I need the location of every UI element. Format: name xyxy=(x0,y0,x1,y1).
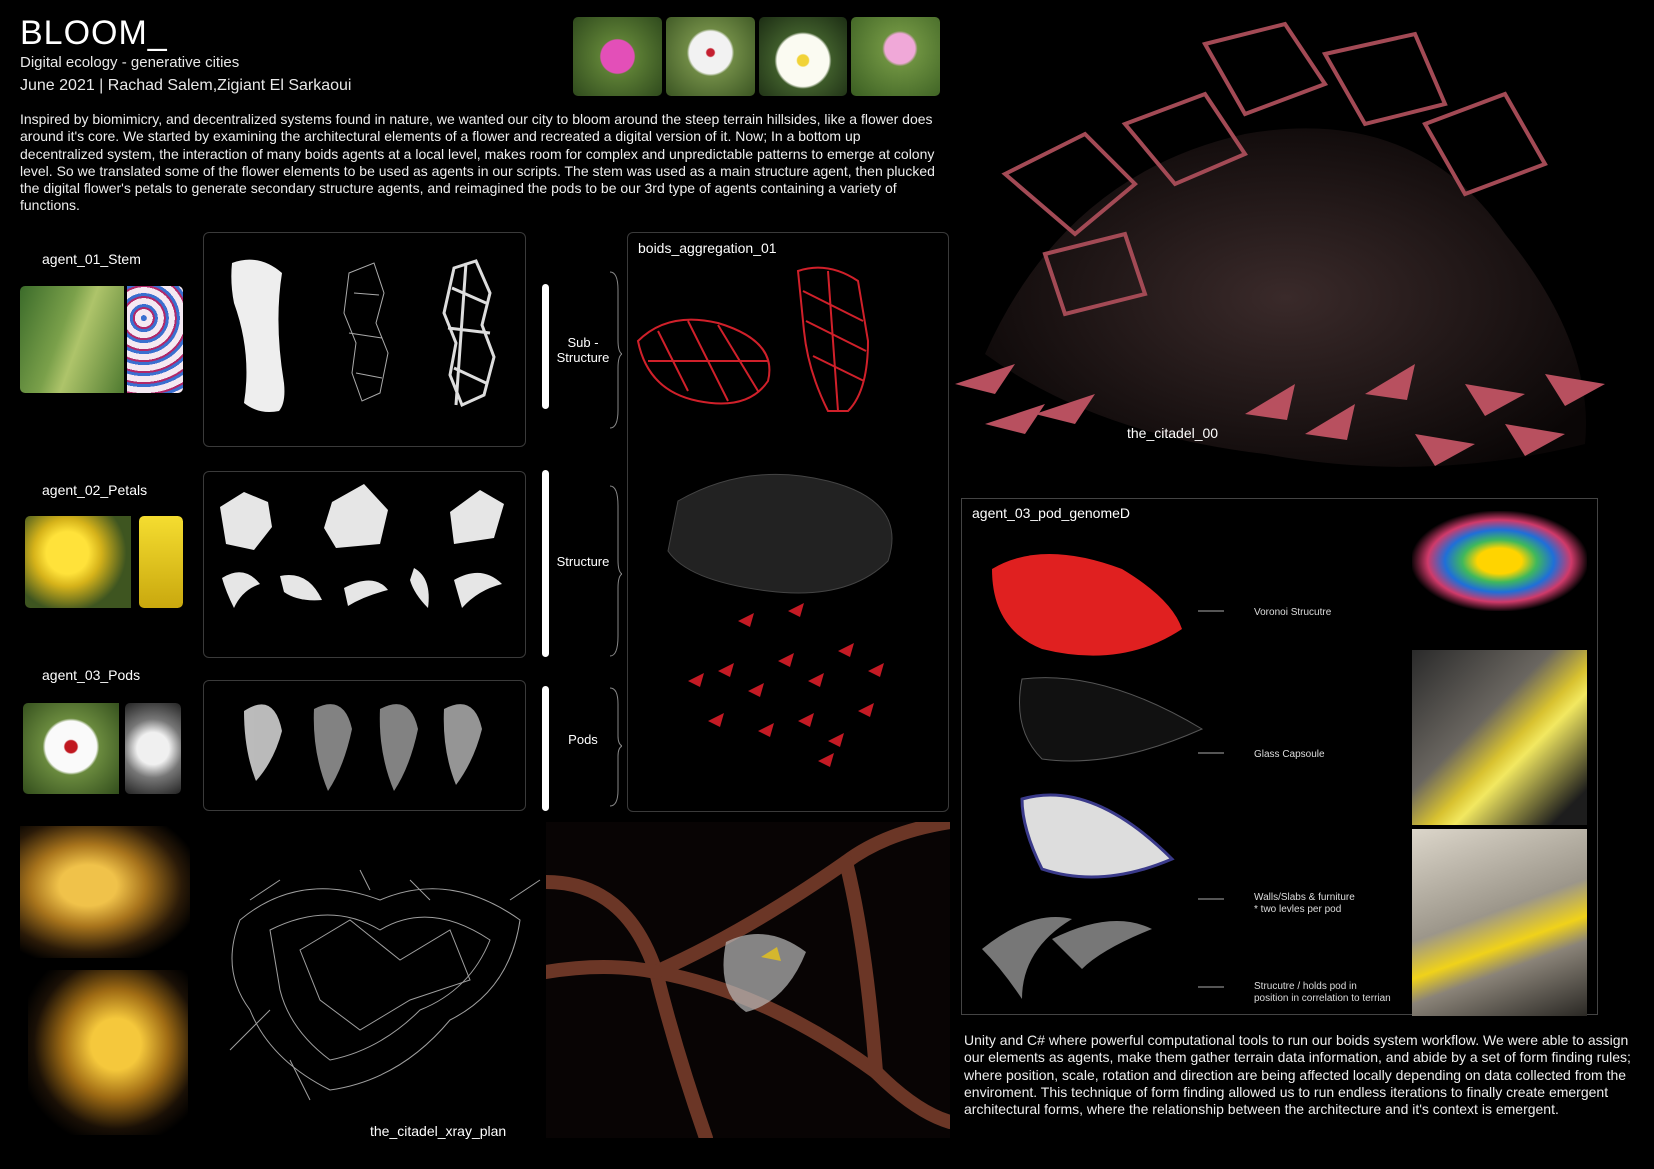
citadel-label: the_citadel_00 xyxy=(1127,425,1219,441)
pod-shape-3 xyxy=(380,704,418,791)
glass-capsule-shape xyxy=(1020,678,1203,761)
flower-photo-strip xyxy=(573,17,940,96)
page-credits: June 2021 | Rachad Salem,Zigiant El Sarkaoui xyxy=(20,77,352,94)
pod-item-structure: Strucutre / holds pod in position in correlation to terrian xyxy=(1254,981,1391,1004)
agent-label-pods: agent_03_Pods xyxy=(42,667,141,683)
agent-ab-render-1 xyxy=(20,826,190,958)
citadel-xray-plan xyxy=(210,860,550,1110)
curly-braces xyxy=(608,270,622,830)
pod-item-voronoi: Voronoi Strucutre xyxy=(1254,607,1332,618)
holding-structure-shape xyxy=(982,917,1152,999)
bracket-label-structure: Structure xyxy=(556,554,610,569)
flower-photo-geranium xyxy=(573,17,662,96)
citadel-aerial-render xyxy=(546,822,950,1138)
boids-pods-cluster xyxy=(688,603,884,767)
agent-label-stem: agent_01_Stem xyxy=(42,251,141,267)
petal-rose-2 xyxy=(324,484,388,548)
flower-photo-white-lily xyxy=(666,17,755,96)
voronoi-pod-red xyxy=(992,554,1182,656)
pod-genome-title: agent_03_pod_genomeD xyxy=(972,505,1131,521)
boids-aggregation-panel xyxy=(627,232,949,812)
stem-agent-panel xyxy=(203,232,526,447)
boids-structure-mass xyxy=(668,474,892,593)
bracket-bar-pods xyxy=(542,686,549,811)
pod-shape-4 xyxy=(444,704,482,785)
outro-paragraph: Unity and C# where powerful computational tools to run our boids system workflow. We were able to assign our elements as agents, make them gather terrain data information, and abide by a set of form finding rules; where position, scale, rotation and direction are being affected locally depending on data collected from the enviroment. This technique of form finding allowed us to run endless iterations to finally create emergent architectural forms, where the relationship between the architecture and it's context is emergent. xyxy=(964,1032,1631,1118)
page-subtitle: Digital ecology - generative cities xyxy=(20,54,240,71)
boids-title: boids_aggregation_01 xyxy=(638,240,777,256)
pod-interior-render-1 xyxy=(1412,650,1587,825)
bracket-label-pods: Pods xyxy=(568,732,598,747)
petals-agent-panel xyxy=(203,471,526,658)
stem-wire-thin xyxy=(344,263,388,401)
boids-wire-cluster-2 xyxy=(798,268,868,411)
stem-photo xyxy=(20,286,183,393)
petal-small-5 xyxy=(454,573,502,608)
pods-agent-panel xyxy=(203,680,526,811)
agent-label-petals: agent_02_Petals xyxy=(42,482,148,498)
pod-item-walls: Walls/Slabs & furniture * two levles per pod xyxy=(1254,892,1355,915)
flower-photo-water-lily xyxy=(759,17,848,96)
page-title: BLOOM_ xyxy=(20,14,168,52)
petal-rose-3 xyxy=(450,490,504,544)
petals-photo xyxy=(25,516,183,608)
bracket-bar-substructure xyxy=(542,284,549,409)
stem-solid-shape xyxy=(231,260,284,412)
xray-label: the_citadel_xray_plan xyxy=(370,1123,507,1139)
bracket-label-substructure: Sub - Structure xyxy=(556,335,610,365)
pods-photo xyxy=(23,703,181,794)
pod-shape-2 xyxy=(314,704,352,791)
citadel-render xyxy=(945,14,1645,494)
pod-item-glass: Glass Capsoule xyxy=(1254,749,1325,760)
stem-wire-thick xyxy=(444,261,494,405)
petal-rose-1 xyxy=(220,492,272,550)
petal-small-2 xyxy=(280,575,322,600)
petal-small-1 xyxy=(222,572,260,608)
flower-photo-cyclamen xyxy=(851,17,940,96)
pod-interior-render-2 xyxy=(1412,829,1587,1016)
agent-ab-render-2 xyxy=(28,970,188,1135)
pod-genome-panel xyxy=(961,498,1598,1015)
intro-paragraph: Inspired by biomimicry, and decentralized systems found in nature, we wanted our city to bloom around the steep terrain hillsides, like a flower does around it's core. We started by examining the architectural elements of a flower and recreated a digital version of it. Now; In a bottom up decentralized system, the interaction of many boids agents at a local level, makes room for complex and unpredictable patterns to emerge at colony level. So we translated some of the flower elements to be used as agents in our scripts. The stem was used as a main structure agent, then plucked the digital flower's petals to generate secondary structure agents, and reimagined the pods to be our 3rd type of agents containing a variety of functions. xyxy=(20,111,935,214)
pod-heatmap-render xyxy=(1412,511,1587,611)
walls-slabs-shape xyxy=(1022,795,1172,877)
petal-small-3 xyxy=(344,580,388,606)
petal-small-4 xyxy=(410,568,429,608)
boids-wire-cluster-1 xyxy=(638,320,769,404)
pod-shape-1 xyxy=(244,704,282,781)
bracket-bar-structure xyxy=(542,470,549,657)
